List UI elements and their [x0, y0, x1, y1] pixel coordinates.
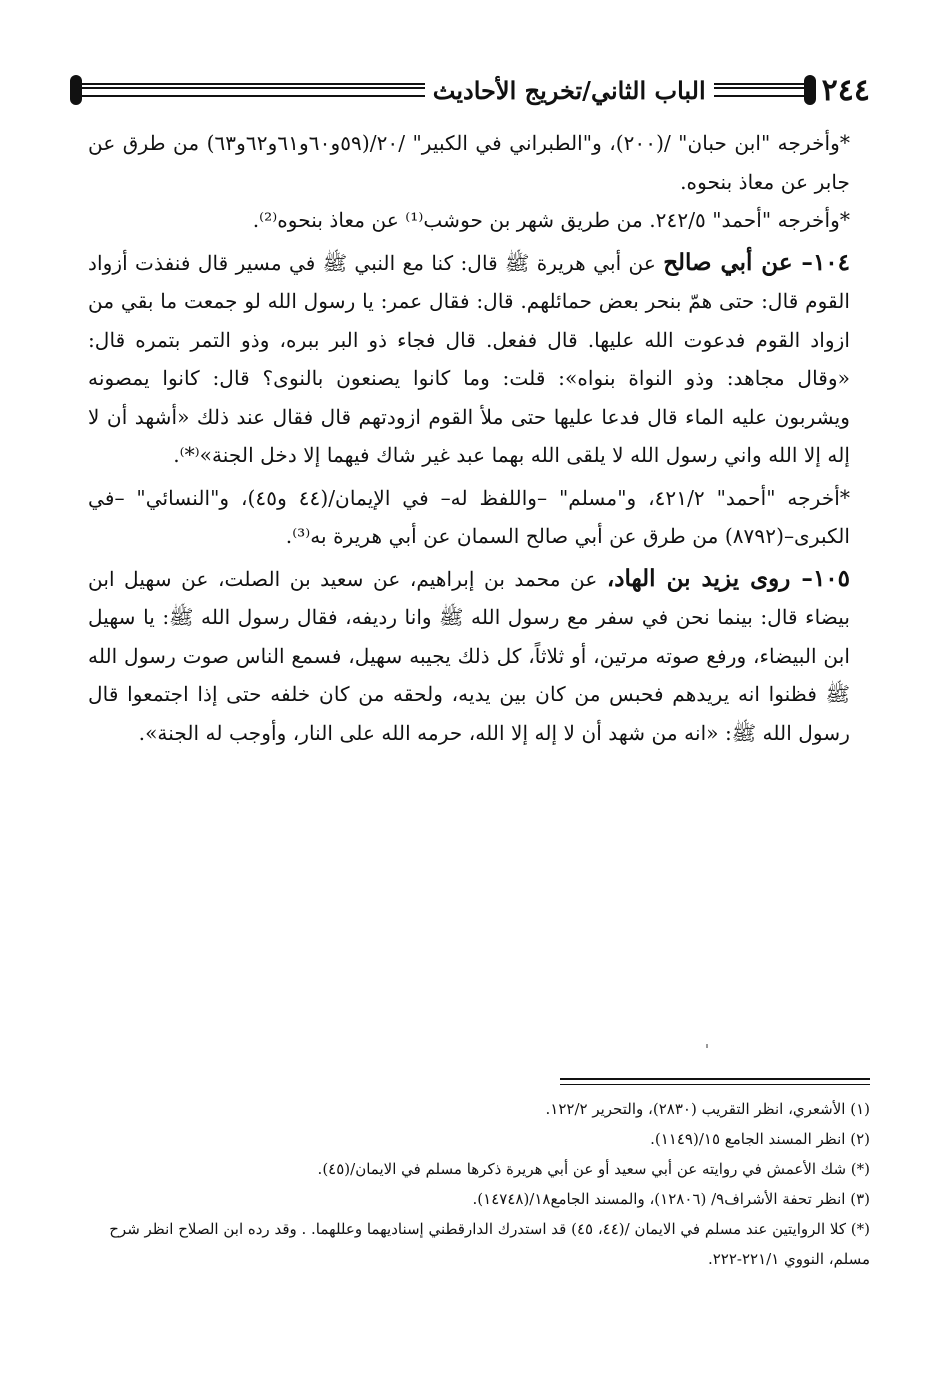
- hadith-104-text: عن أبي هريرة ﷺ قال: كنا مع النبي ﷺ في مسير قال فنفذت أزواد القوم قال: حتى همّ بنحر بعض حمائلهم. قال: فقال عمر: يا رسول الله لو جمعت ما بقي من ازواد القوم فدعوت الله عليها. قال ففعل. قال فجاء ذو البر ببره، وذو التمر بتمره قال: «وقال مجاهد: وذو النواة بنواه»: قلت: وما كانوا يصنعون بالنوى؟ قال: كانوا يمصونه ويشربون عليه الماء قال فدعا عليها حتى ملأ القوم ازودتهم قال فقال عند ذلك «أشهد أن لا إله إلا الله واني رسول الله لا يلقى الله بهما عبد غير شاك فيهما إلا دخل الجنة»⁽*⁾.: [88, 250, 850, 467]
- page-header: [70, 68, 870, 112]
- footnote-separator: [560, 1078, 870, 1080]
- paragraph-takhrij-2: *وأخرجه "أحمد" ٢٤٢/٥. من طريق شهر بن حوشب⁽¹⁾ عن معاذ بنحوه⁽²⁾.: [252, 208, 850, 232]
- hadith-105-text: عن محمد بن إبراهيم، عن سعيد بن الصلت، عن سهيل ابن بيضاء قال: بينما نحن في سفر مع رسول الله ﷺ وانا رديفه، فقال رسول الله ﷺ: يا سهيل ابن البيضاء، ورفع صوته مرتين، أو ثلاثاً، كل ذلك يجيبه سهيل، فسمع الناس صوت رسول الله ﷺ فظنوا انه يريدهم فحبس من كان بين يديه، ولحقه من كان خلفه حتى إذا اجتمعوا قال رسول الله ﷺ: «انه من شهد أن لا إله إلا الله، حرمه الله على النار، وأوجب له الجنة».: [88, 566, 850, 745]
- hadith-105: [88, 560, 850, 753]
- footnote-2: (٢) انظر المسند الجامع ١٥/(١١٤٩).: [650, 1130, 870, 1148]
- hadith-104: [88, 244, 850, 475]
- footnote-star-1: (*) شك الأعمش في روايته عن أبي سعيد أو عن أبي هريرة ذكرها مسلم في الايمان/(٤٥).: [317, 1160, 870, 1178]
- paragraph-takhrij-1: *وأخرجه "ابن حبان" /(٢٠٠)، و"الطبراني في الكبير" /٢٠/(٥٩و٦٠و٦١و٦٢و٦٣) من طرق عن جابر عن معاذ بنحوه.: [88, 131, 851, 194]
- footnote-1: (١) الأشعري، انظر التقريب (٢٨٣٠)، والتحرير ١٢٢/٢.: [545, 1100, 870, 1118]
- chapter-title: الباب الثاني/تخريج الأحاديث: [432, 75, 706, 105]
- hadith-105-number: ١٠٥– روى يزيد بن الهاد،: [606, 564, 850, 592]
- paragraph-takhrij-3: *أخرجه "أحمد" ٤٢١/٢، و"مسلم" –واللفظ له– في الإيمان/(٤٤ و٤٥)، و"النسائي" –في الكبرى–(٨٧٩٢) من طرق عن أبي صالح السمان عن أبي هريرة به⁽³⁾.: [88, 485, 850, 548]
- stray-mark: [706, 1044, 708, 1048]
- header-rule-right: [714, 83, 804, 97]
- hadith-104-number: ١٠٤– عن أبي صالح: [663, 248, 850, 276]
- footnote-3: (٣) انظر تحفة الأشراف٩/ (١٢٨٠٦)، والمسند الجامع١٨/(١٤٧٤٨).: [472, 1190, 870, 1208]
- footnote-separator-thin: [560, 1084, 870, 1085]
- footnotes: [76, 1094, 870, 1274]
- header-ornament-left: [70, 75, 82, 105]
- footnote-star-2: (*) كلا الروايتين عند مسلم في الايمان /(٤٤، ٤٥) قد استدرك الدارقطني إسناديهما وعللهما. . وقد رده ابن الصلاح انظر شرح مسلم، النووي ٢٢١/١-٢٢٢.: [109, 1220, 870, 1268]
- main-text: [88, 124, 850, 752]
- header-rule-left: [82, 83, 425, 97]
- header-ornament-right: [804, 75, 816, 105]
- page-number: ٢٤٤: [821, 72, 870, 108]
